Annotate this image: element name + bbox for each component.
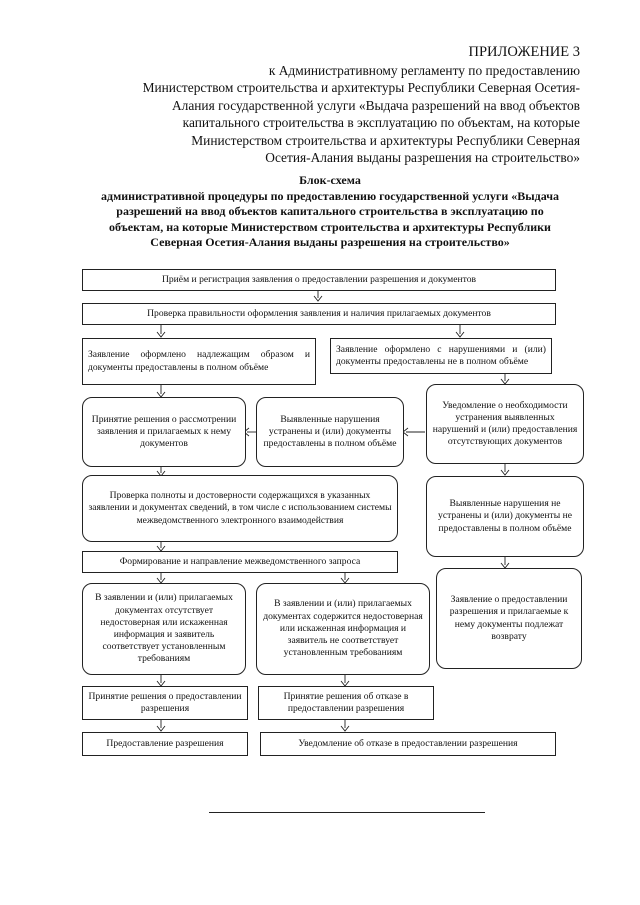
box-info-valid: В заявлении и (или) прилагаемых документах отсутствует недостоверная или искаженная информация и заявитель соответствует установленным требованиям	[82, 583, 246, 675]
box-verify-completeness: Проверка полноты и достоверности содержащихся в указанных заявлении и документах сведений, в том числе с использованием системы межведомственного электронного взаимодействия	[82, 475, 398, 542]
arrow-down-icon	[157, 720, 165, 731]
box-decision-review: Принятие решения о рассмотрении заявления и прилагаемых к нему документов	[82, 397, 246, 467]
appendix-line: Осетия-Алания выданы разрешения на строительство»	[265, 150, 580, 165]
appendix-title: ПРИЛОЖЕНИЕ 3	[468, 44, 580, 60]
box-violations-not-fixed: Выявленные нарушения не устранены и (или) документы не предоставлены в полном объёме	[426, 476, 584, 557]
arrow-down-icon	[341, 573, 349, 583]
arrow-down-icon	[501, 463, 509, 475]
appendix-line: капитального строительства в эксплуатацию по объектам, на которые	[182, 115, 580, 130]
box-refusal-notice: Уведомление об отказе в предоставлении разрешения	[260, 732, 556, 756]
arrow-down-icon	[314, 290, 322, 301]
appendix-line: Министерством строительства и архитектуры Республики Северная	[191, 132, 580, 148]
appendix-line: к Административному регламенту по предоставлению	[268, 62, 580, 78]
heading-line: Северная Осетия-Алания выданы разрешения на строительство»	[150, 235, 510, 249]
arrow-down-icon	[456, 325, 464, 337]
arrow-left-icon	[403, 428, 425, 436]
box-receive-application: Приём и регистрация заявления о предоставлении разрешения и документов	[82, 269, 556, 291]
box-grant-permit: Предоставление разрешения	[82, 732, 248, 756]
arrow-down-icon	[157, 573, 165, 583]
box-interagency-request: Формирование и направление межведомственного запроса	[82, 551, 398, 573]
arrow-down-icon	[501, 556, 509, 568]
arrow-down-icon	[341, 720, 349, 731]
box-notify-fix: Уведомление о необходимости устранения выявленных нарушений и (или) предоставления отсутствующих документов	[426, 384, 584, 464]
appendix-line: Алания государственной услуги «Выдача разрешений на ввод объектов	[171, 97, 580, 113]
arrow-down-icon	[157, 542, 165, 551]
arrow-down-icon	[157, 674, 165, 686]
box-decision-grant: Принятие решения о предоставлении разрешения	[82, 686, 248, 720]
arrow-down-icon	[157, 325, 165, 337]
box-check-formalities: Проверка правильности оформления заявления и наличия прилагаемых документов	[82, 303, 556, 325]
heading-line: Блок-схема	[299, 173, 361, 187]
box-documents-complete: Заявление оформлено надлежащим образом и документы предоставлены в полном объёме	[82, 338, 316, 385]
arrow-down-icon	[501, 373, 509, 384]
arrow-down-icon	[157, 384, 165, 397]
box-decision-refuse: Принятие решения об отказе в предоставлении разрешения	[258, 686, 434, 720]
heading-line: административной процедуры по предоставлению государственной услуги «Выдача	[101, 188, 559, 203]
arrow-down-icon	[341, 674, 349, 686]
footer-divider	[209, 812, 485, 813]
box-info-invalid: В заявлении и (или) прилагаемых документах содержится недостоверная или искаженная информация и заявитель не соответствует установленным требованиям	[256, 583, 430, 675]
box-documents-violations: Заявление оформлено с нарушениями и (или) документы предоставлены не в полном объёме	[330, 338, 552, 374]
heading-line: разрешений на ввод объектов капитального строительства в эксплуатацию по	[116, 204, 544, 218]
box-violations-fixed: Выявленные нарушения устранены и (или) документы предоставлены в полном объёме	[256, 397, 404, 467]
appendix-line: Министерством строительства и архитектуры Республики Северная Осетия-	[142, 80, 580, 95]
heading-line: объектам, на которые Министерством строительства и архитектуры Республики	[109, 219, 551, 234]
box-return-documents: Заявление о предоставлении разрешения и прилагаемые к нему документы подлежат возврату	[436, 568, 582, 669]
